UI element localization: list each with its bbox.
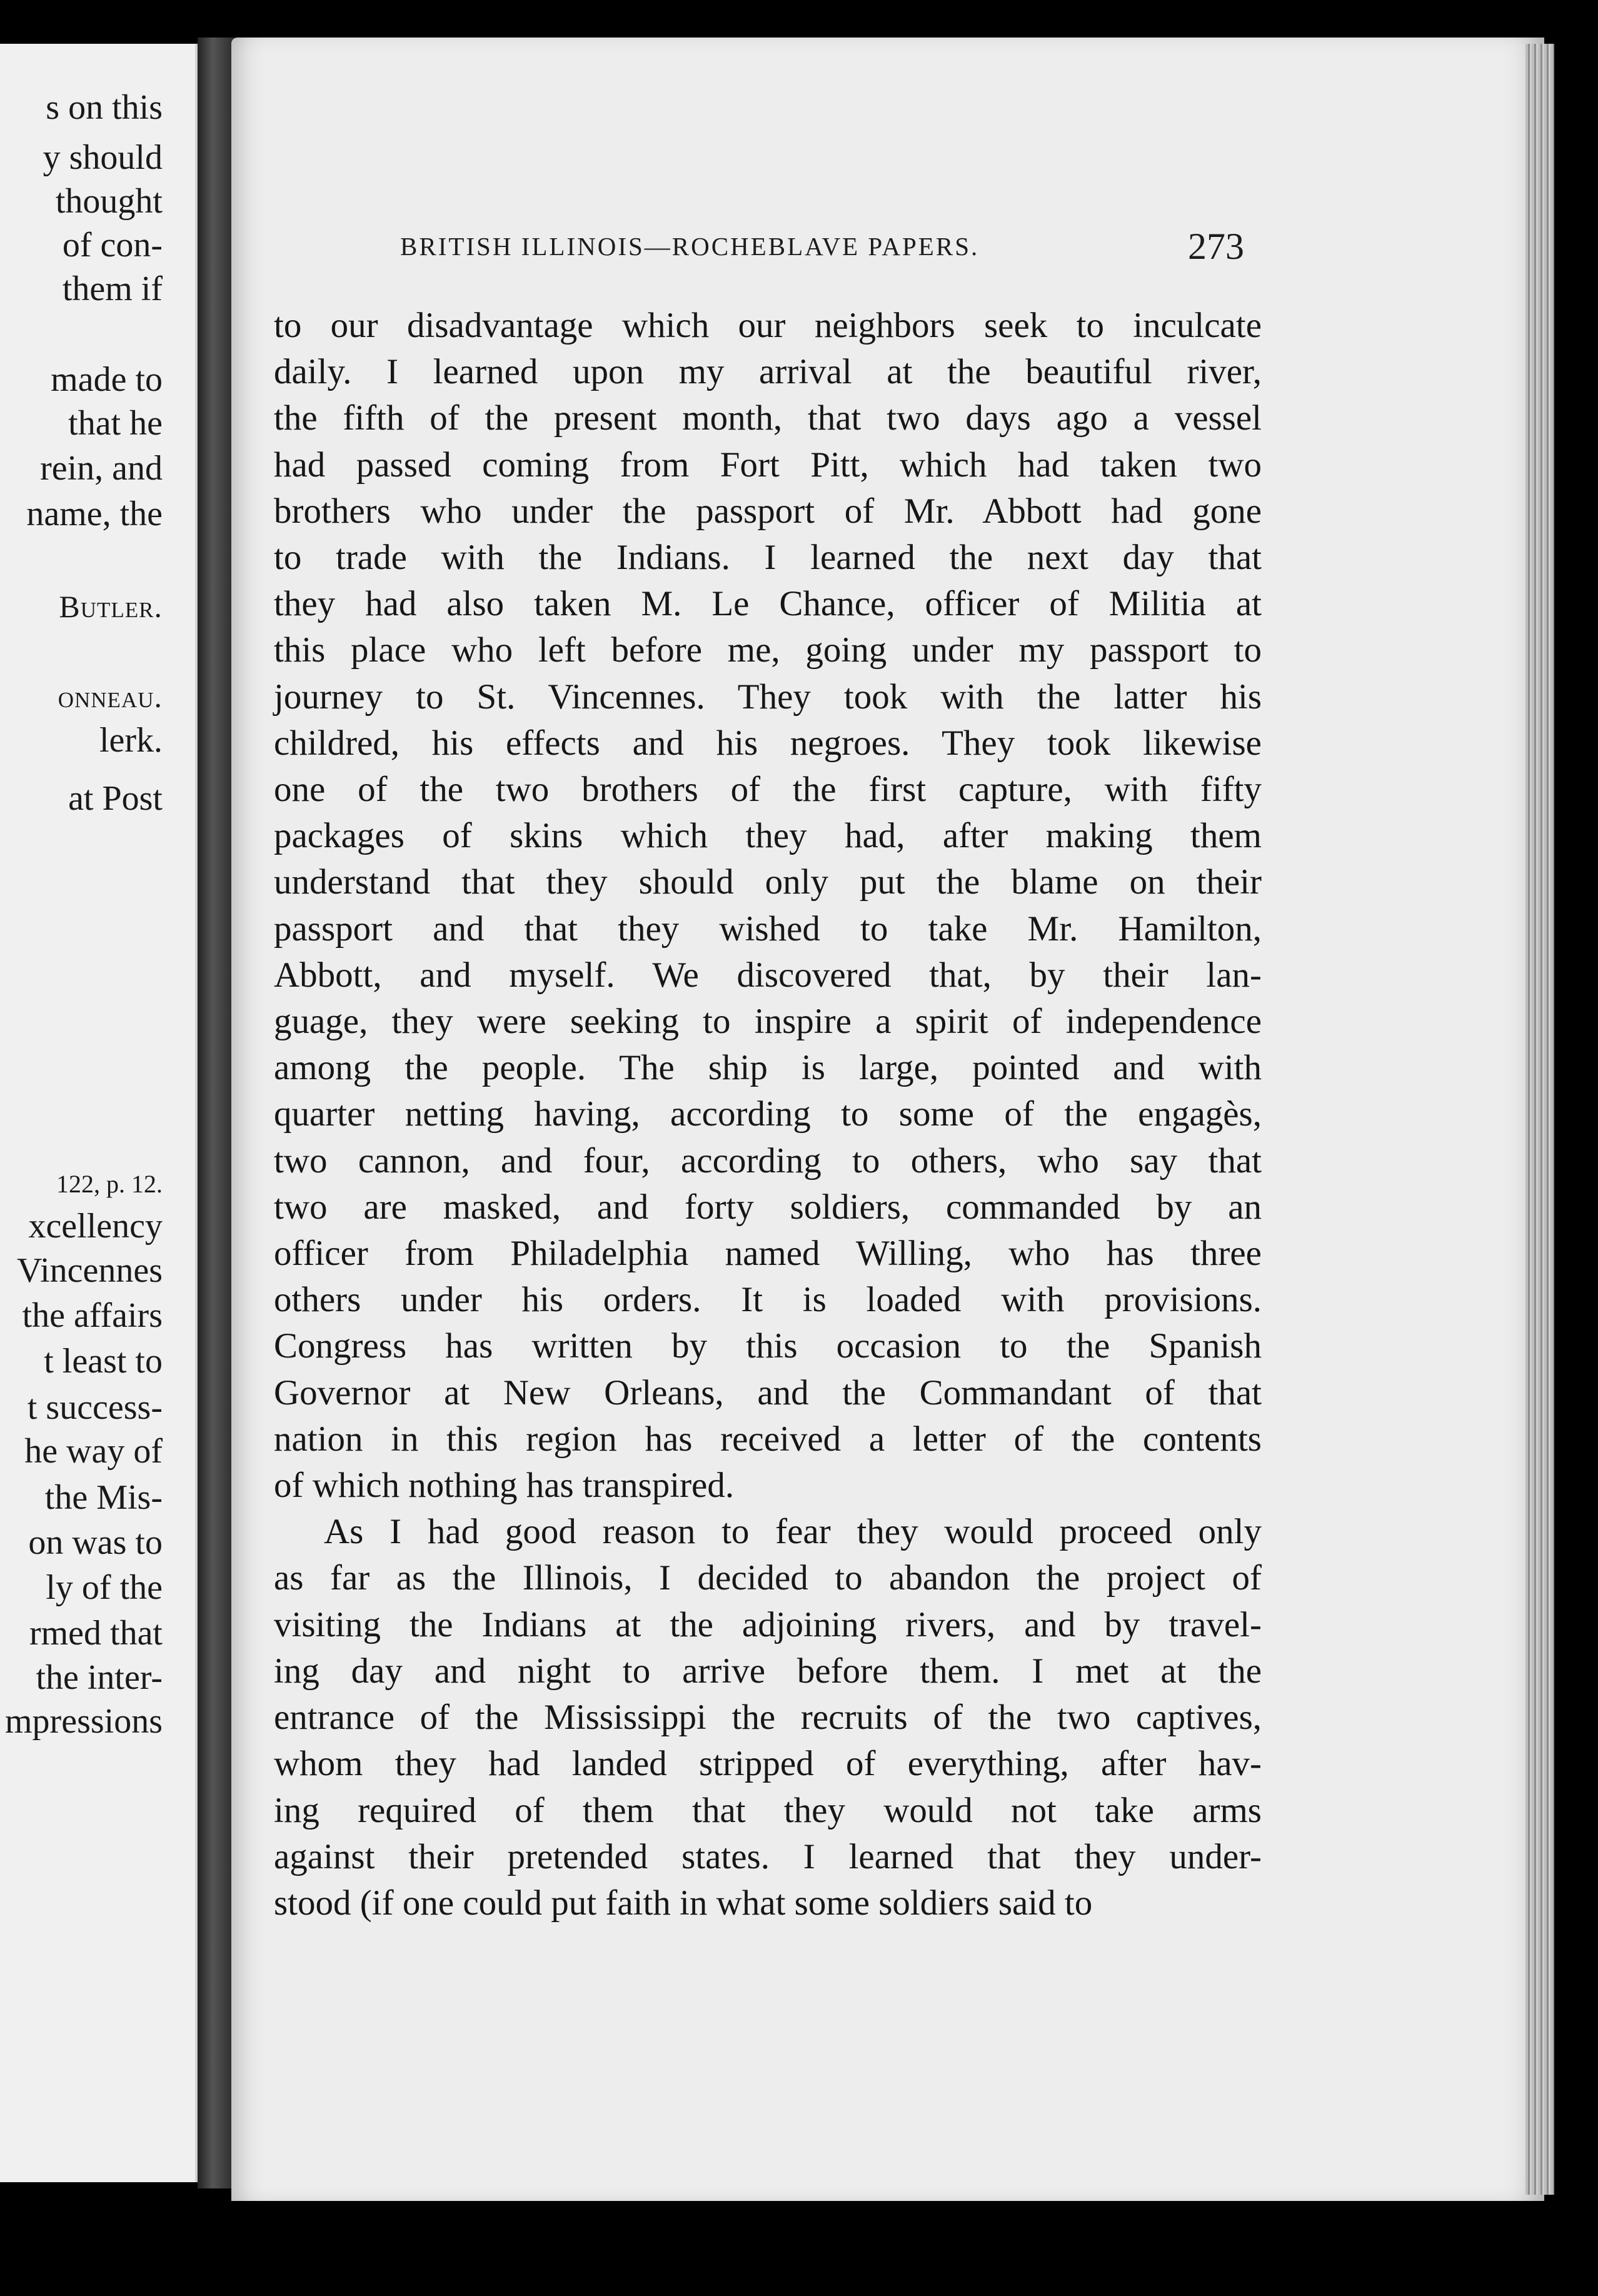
- left-page-line: them if: [62, 269, 163, 308]
- text-line: ing day and night to arrive before them. I met at the: [274, 1651, 1262, 1691]
- text-line: Congress has written by this occasion to the Spanish: [274, 1326, 1262, 1366]
- text-line: brothers who under the passport of Mr. Abbott had gone: [274, 491, 1262, 531]
- text-line: journey to St. Vincennes. They took with the latter his: [274, 677, 1262, 717]
- running-head: BRITISH ILLINOIS—ROCHEBLAVE PAPERS.: [400, 232, 980, 261]
- left-page-line: the affairs: [22, 1296, 163, 1335]
- left-page-line: mpressions: [5, 1702, 163, 1741]
- left-page-line: rein, and: [40, 449, 163, 488]
- text-line: As I had good reason to fear they would proceed only: [324, 1512, 1262, 1552]
- text-line: this place who left before me, going under my passport to: [274, 630, 1262, 670]
- left-page-line: y should: [43, 138, 163, 177]
- text-line: nation in this region has received a letter of the contents: [274, 1419, 1262, 1459]
- text-line: others under his orders. It is loaded with provisions.: [274, 1280, 1262, 1320]
- text-line: the fifth of the present month, that two days ago a vessel: [274, 398, 1262, 438]
- text-line: to our disadvantage which our neighbors seek to inculcate: [274, 306, 1262, 345]
- text-line: quarter netting having, according to some of the engagès,: [274, 1094, 1262, 1134]
- text-line: two are masked, and forty soldiers, commanded by an: [274, 1187, 1262, 1227]
- text-line: had passed coming from Fort Pitt, which had taken two: [274, 445, 1262, 485]
- left-page-line: of con-: [62, 226, 163, 264]
- left-page-line: name, the: [26, 495, 163, 533]
- text-line: two cannon, and four, according to others, who say that: [274, 1140, 1262, 1181]
- text-line: they had also taken M. Le Chance, officer of Militia at: [274, 584, 1262, 624]
- text-line: daily. I learned upon my arrival at the beautiful river,: [274, 352, 1262, 392]
- text-line: guage, they were seeking to inspire a spirit of independence: [274, 1002, 1262, 1042]
- left-page-line: Vincennes: [17, 1251, 163, 1290]
- text-line: ing required of them that they would not take arms: [274, 1790, 1262, 1830]
- body-text: [274, 303, 1262, 1926]
- text-line: childred, his effects and his negroes. They took likewise: [274, 723, 1262, 763]
- text-line: visiting the Indians at the adjoining rivers, and by travel-: [274, 1604, 1262, 1644]
- left-page-line: s on this: [46, 88, 163, 127]
- left-page-line: he way of: [24, 1432, 163, 1471]
- left-page-line: xcellency: [28, 1207, 163, 1246]
- text-line: one of the two brothers of the first capture, with fifty: [274, 770, 1262, 810]
- left-page-line: t least to: [44, 1342, 163, 1381]
- left-page-line: the Mis-: [44, 1478, 163, 1517]
- text-line: of which nothing has transpired.: [274, 1466, 735, 1506]
- left-page-line: onneau.: [58, 679, 163, 714]
- text-line: stood (if one could put faith in what some soldiers said to: [274, 1883, 1093, 1923]
- book-spine: [198, 38, 235, 2188]
- text-line: passport and that they wished to take Mr. Hamilton,: [274, 909, 1262, 949]
- left-page-line: the inter-: [36, 1658, 163, 1697]
- page-number: 273: [1188, 226, 1244, 267]
- left-page-line: t success-: [27, 1388, 163, 1427]
- text-line: officer from Philadelphia named Willing, who has three: [274, 1234, 1262, 1274]
- left-page-line: that he: [68, 404, 163, 443]
- text-line: Abbott, and myself. We discovered that, by their lan-: [274, 955, 1262, 995]
- text-line: as far as the Illinois, I decided to abandon the project of: [274, 1558, 1262, 1598]
- left-page-line: lerk.: [99, 721, 163, 760]
- text-line: against their pretended states. I learned that they under-: [274, 1836, 1262, 1876]
- left-page-fragment: [0, 44, 206, 2182]
- text-line: understand that they should only put the blame on their: [274, 862, 1262, 902]
- left-page-line: Butler.: [59, 589, 163, 624]
- text-line: packages of skins which they had, after making them: [274, 816, 1262, 856]
- left-page-line: thought: [55, 182, 163, 221]
- page-edges: [1525, 44, 1554, 2195]
- left-page-line: made to: [51, 360, 163, 399]
- text-line: Governor at New Orleans, and the Commandant of that: [274, 1372, 1262, 1412]
- left-page-line: ly of the: [46, 1568, 163, 1607]
- text-line: among the people. The ship is large, pointed and with: [274, 1048, 1262, 1088]
- left-page-line: at Post: [68, 779, 163, 818]
- left-page-line: rmed that: [29, 1614, 163, 1653]
- left-page-line: on was to: [28, 1523, 163, 1562]
- text-line: to trade with the Indians. I learned the next day that: [274, 538, 1262, 578]
- text-line: entrance of the Mississippi the recruits of the two captives,: [274, 1698, 1262, 1738]
- left-page-line: 122, p. 12.: [56, 1170, 163, 1198]
- text-line: whom they had landed stripped of everything, after hav-: [274, 1744, 1262, 1784]
